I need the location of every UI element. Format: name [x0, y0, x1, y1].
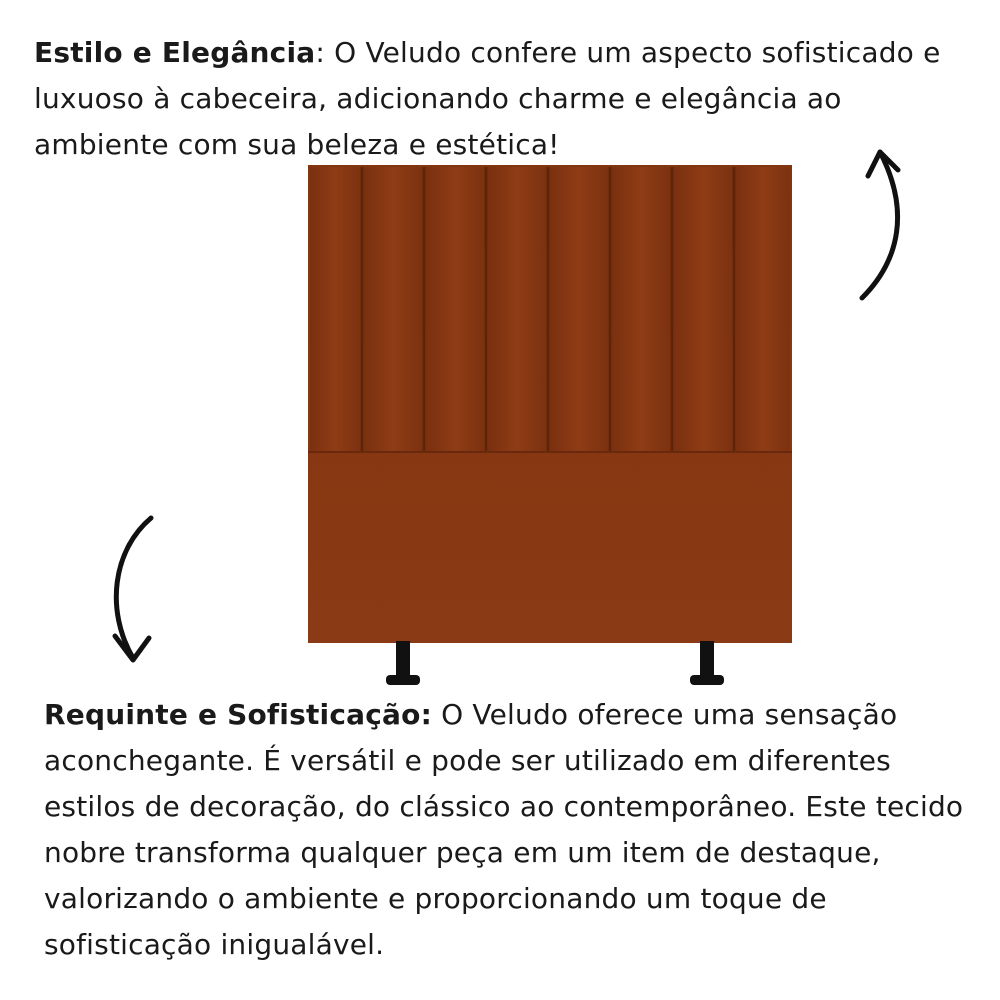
bottom-description [44, 692, 974, 968]
bottom-heading: Requinte e Sofisticação: [44, 698, 432, 731]
top-description [34, 30, 974, 168]
curved-arrow-up-icon [840, 140, 920, 310]
top-heading: Estilo e Elegância [34, 36, 316, 69]
top-body: O Veludo confere um aspecto sofisticado e luxuoso à cabeceira, adicionando charme e elegância ao ambiente com sua beleza e estética! [34, 36, 941, 161]
curved-arrow-down-icon [95, 510, 175, 680]
top-separator: : [315, 36, 326, 69]
velvet-headboard-image [300, 165, 800, 695]
bottom-body: O Veludo oferece uma sensação aconchegante. É versátil e pode ser utilizado em diferentes estilos de decoração, do clássico ao contemporâneo. Este tecido nobre transforma qualquer peça em um item de destaque, valorizando o ambiente e proporcionando um toque de sofisticação inigualável. [44, 698, 964, 961]
